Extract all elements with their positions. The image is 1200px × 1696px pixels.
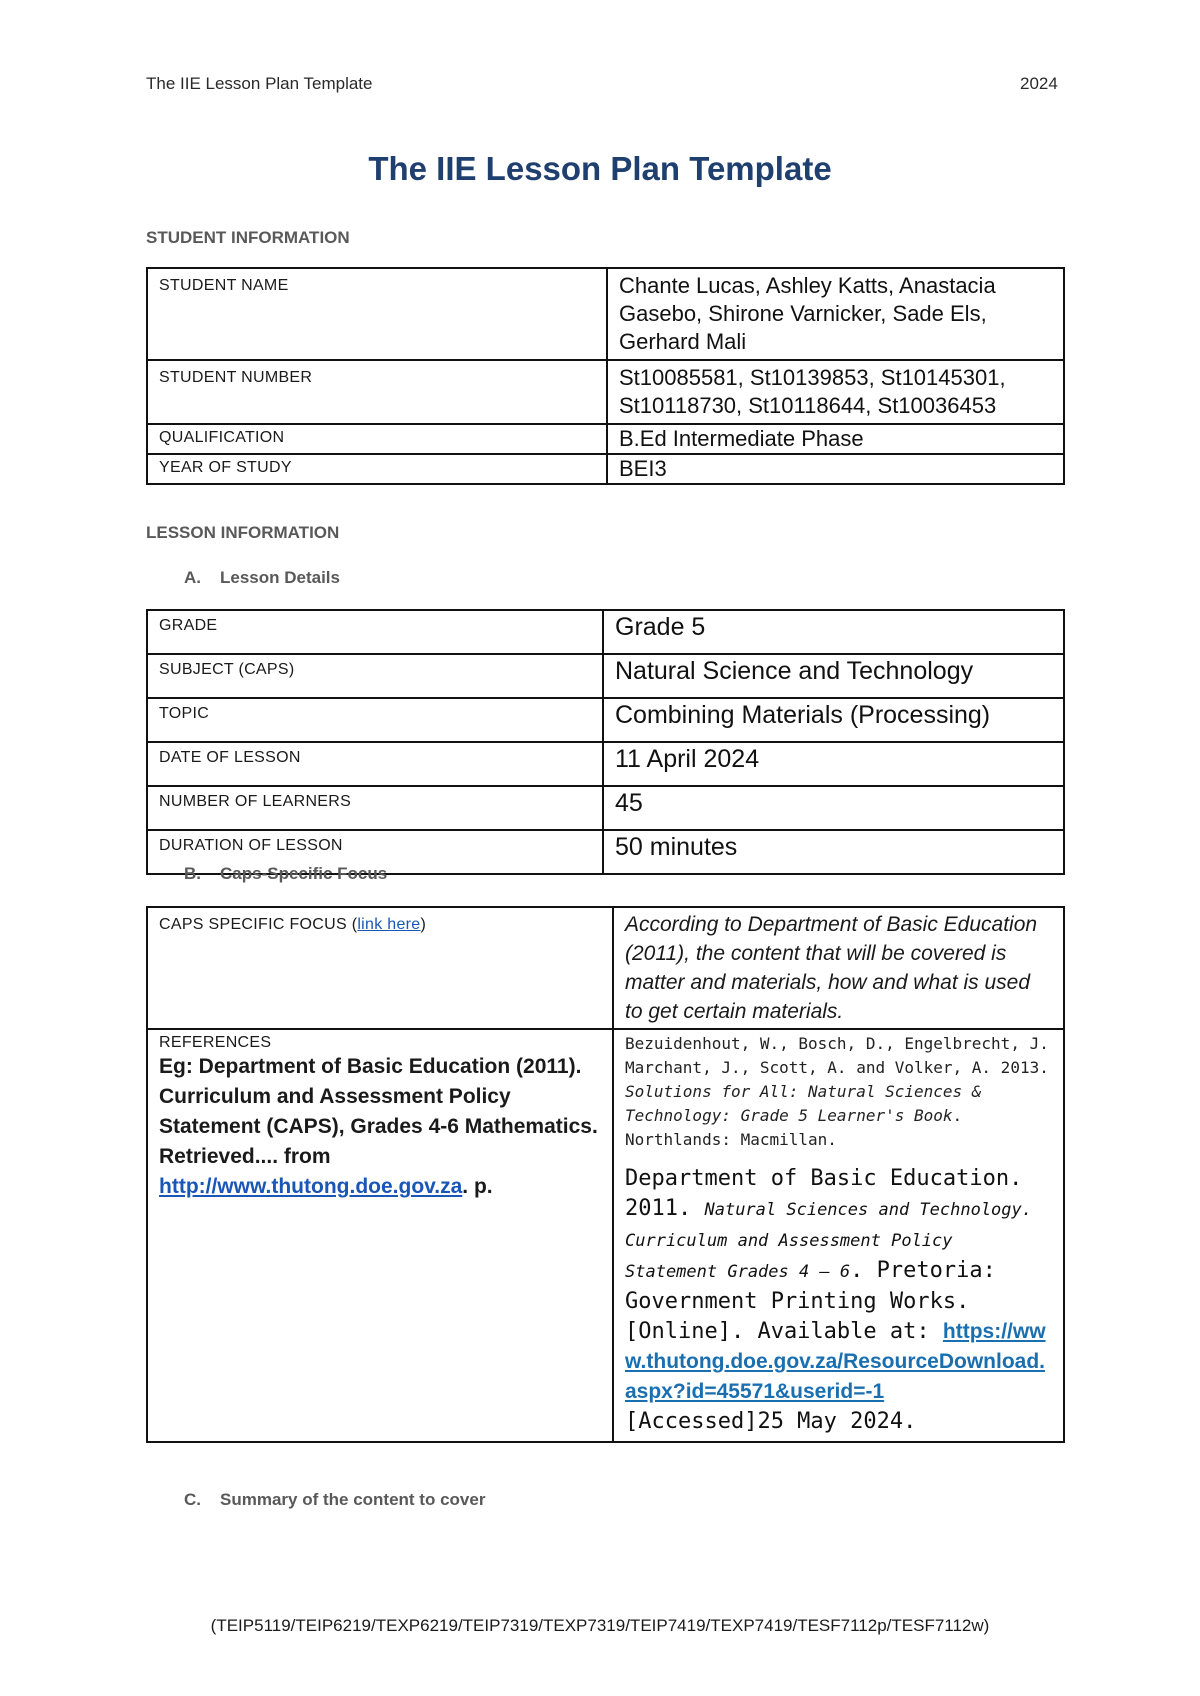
reference-1-authors: Bezuidenhout, W., Bosch, D., Engelbrecht, J. Marchant, J., Scott, A. and Volker, A. 2013.	[625, 1034, 1049, 1077]
topic-label: TOPIC	[147, 698, 603, 742]
reference-2-link[interactable]: https://www.thutong.doe.gov.za/ResourceDownload.aspx?id=45571&userid=-1	[625, 1320, 1046, 1403]
document-title: The IIE Lesson Plan Template	[368, 150, 832, 187]
grade-label: GRADE	[147, 610, 603, 654]
caps-focus-letter: B.	[184, 864, 201, 883]
reference-2-publisher: . Pretoria: Government Printing Works. [Online]. Available at:	[625, 1258, 996, 1344]
table-row	[147, 786, 1064, 830]
qualification-label: QUALIFICATION	[147, 424, 607, 454]
caps-focus-value: According to Department of Basic Education (2011), the content that will be covered is matter and materials, how and what is used to get certain materials.	[613, 907, 1064, 1029]
subject-value: Natural Science and Technology	[603, 654, 1064, 698]
student-number-label: STUDENT NUMBER	[147, 360, 607, 424]
references-example-suffix: . p.	[462, 1175, 493, 1198]
caps-focus-label-close: )	[420, 916, 427, 933]
reference-2	[625, 1164, 1052, 1437]
caps-focus-heading	[184, 864, 387, 884]
reference-1	[625, 1032, 1052, 1152]
summary-heading	[184, 1490, 485, 1510]
reference-1-publisher: . Northlands: Macmillan.	[625, 1106, 963, 1149]
page-header-title: The IIE Lesson Plan Template	[146, 74, 373, 93]
lesson-info-heading: LESSON INFORMATION	[146, 523, 340, 542]
number-of-learners-label: NUMBER OF LEARNERS	[147, 786, 603, 830]
references-label-cell	[147, 1029, 613, 1442]
references-label: REFERENCES	[159, 1034, 272, 1051]
table-row	[147, 1029, 1064, 1442]
caps-focus-table	[146, 906, 1065, 1443]
summary-letter: C.	[184, 1490, 201, 1509]
number-of-learners-value: 45	[603, 786, 1064, 830]
duration-value: 50 minutes	[603, 830, 1064, 874]
year-of-study-value: BEI3	[607, 454, 1064, 484]
student-number-value: St10085581, St10139853, St10145301, St10118730, St10118644, St10036453	[607, 360, 1064, 424]
student-name-value: Chante Lucas, Ashley Katts, Anastacia Gasebo, Shirone Varnicker, Sade Els, Gerhard Mali	[607, 268, 1064, 360]
grade-value: Grade 5	[603, 610, 1064, 654]
lesson-details-heading	[184, 568, 340, 588]
table-row	[147, 268, 1064, 360]
reference-2-author: Department of Basic Education. 2011.	[625, 1166, 1023, 1221]
caps-focus-title: Caps-Specific Focus	[220, 864, 388, 883]
reference-2-accessed: [Accessed]25 May 2024.	[625, 1409, 917, 1434]
summary-title: Summary of the content to cover	[220, 1490, 486, 1509]
table-row	[147, 424, 1064, 454]
table-row	[147, 907, 1064, 1029]
date-of-lesson-label: DATE OF LESSON	[147, 742, 603, 786]
page-footer-codes: (TEIP5119/TEIP6219/TEXP6219/TEIP7319/TEXP7319/TEIP7419/TEXP7419/TESF7112p/TESF7112w)	[210, 1616, 990, 1635]
duration-label: DURATION OF LESSON	[147, 830, 603, 874]
table-row	[147, 654, 1064, 698]
caps-focus-label-text: CAPS SPECIFIC FOCUS (	[159, 916, 358, 933]
student-info-heading: STUDENT INFORMATION	[146, 228, 350, 247]
date-of-lesson-value: 11 April 2024	[603, 742, 1064, 786]
student-info-table	[146, 267, 1065, 485]
caps-focus-label	[147, 907, 613, 1029]
caps-link[interactable]: link here	[357, 916, 421, 933]
table-row	[147, 610, 1064, 654]
subject-label: SUBJECT (CAPS)	[147, 654, 603, 698]
page-header-year: 2024	[1020, 74, 1058, 93]
table-row	[147, 698, 1064, 742]
references-example	[148, 1052, 612, 1210]
lesson-details-table	[146, 609, 1065, 875]
table-row	[147, 360, 1064, 424]
table-row	[147, 742, 1064, 786]
reference-1-title: Solutions for All: Natural Sciences & Technology: Grade 5 Learner's Book	[625, 1082, 982, 1125]
table-row	[147, 454, 1064, 484]
student-name-label: STUDENT NAME	[147, 268, 607, 360]
topic-value: Combining Materials (Processing)	[603, 698, 1064, 742]
lesson-details-title: Lesson Details	[220, 568, 340, 587]
reference-2-title: Natural Sciences and Technology. Curriculum and Assessment Policy Statement Grades 4 – 6	[625, 1200, 1032, 1282]
references-value-cell	[613, 1029, 1064, 1442]
qualification-value: B.Ed Intermediate Phase	[607, 424, 1064, 454]
thutong-link[interactable]: http://www.thutong.doe.gov.za	[159, 1175, 463, 1198]
lesson-details-letter: A.	[184, 568, 201, 587]
references-example-text: Eg: Department of Basic Education (2011). Curriculum and Assessment Policy Statement (CAPS), Grades 4-6 Mathematics. Retrieved.... from	[159, 1055, 598, 1168]
year-of-study-label: YEAR OF STUDY	[147, 454, 607, 484]
